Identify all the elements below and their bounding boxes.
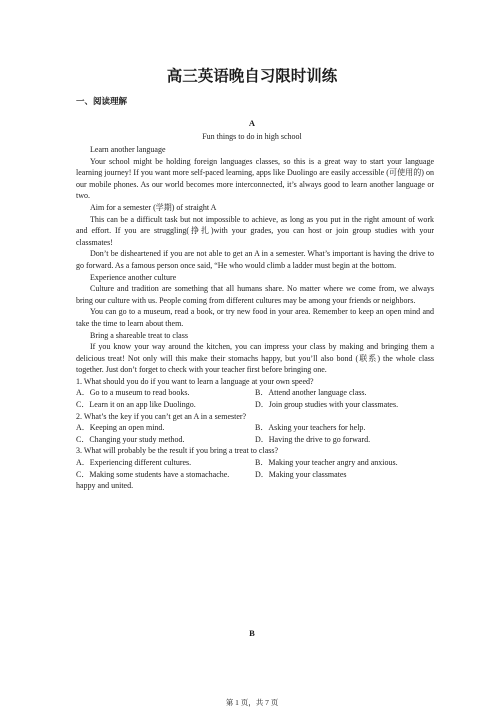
option: C．Changing your study method. (76, 434, 185, 444)
option: C．Making some students have a stomachache. (76, 469, 230, 479)
section-heading: 一、阅读理解 (76, 97, 128, 107)
paragraph: Don’t be disheartened if you are not able to get an A in a semester. What’s important is having the drive to go forward. As a famous person once said, “He who would climb a ladder must begin at the bottom. (76, 249, 434, 270)
question-stem: 3. What will probably be the result if you bring a treat to class? (76, 446, 279, 456)
page-title: 高三英语晚自习限时训练 (166, 67, 338, 85)
option: D．Join group studies with your classmates. (255, 400, 399, 410)
paragraph: Your school might be holding foreign languages classes, so this is a great way to start your language learning journey! If you want more self-paced learning, apps like Duolingo are easily accessible (可使用的) on our mobile phones. As our world becomes more interconnected, it’s always good to learn another language or two. (76, 156, 434, 201)
option-row (76, 387, 434, 399)
option: D．Having the drive to go forward. (255, 434, 371, 444)
passage-b-letter: B (249, 628, 255, 638)
paragraph: Learn another language (90, 145, 166, 154)
option: C．Learn it on an app like Duolingo. (76, 400, 196, 410)
paragraph: Aim for a semester (学期) of straight A (90, 202, 217, 212)
paragraph: If you know your way around the kitchen, you can impress your class by making and bringing them a delicious treat! Not only will this make their stomachs happy, but you’ll also bond (联系) the whole class together. Just don’t forget to check with your teacher first before bringing one. (76, 342, 434, 375)
option-continuation: happy and united. (76, 481, 134, 491)
option-row (76, 469, 434, 481)
option: D．Making your classmates (255, 469, 347, 479)
option: B．Asking your teachers for help. (255, 423, 366, 433)
passage-a-letter: A (248, 118, 256, 128)
option-row (76, 399, 434, 411)
option: B．Making your teacher angry and anxious. (255, 458, 398, 468)
option-row (76, 434, 434, 446)
option: A．Go to a museum to read books. (76, 388, 190, 398)
option: B．Attend another language class. (255, 388, 367, 398)
option-row (76, 422, 434, 434)
paragraph: You can go to a museum, read a book, or try new food in your area. Remember to keep an open mind and take the time to learn about them. (76, 307, 434, 328)
question-stem: 1. What should you do if you want to learn a language at your own speed? (76, 376, 314, 386)
passage-a-title: Fun things to do in high school (202, 132, 302, 141)
option: A．Experiencing different cultures. (76, 458, 192, 468)
option-row (76, 457, 434, 469)
option: A．Keeping an open mind. (76, 423, 165, 433)
paragraph: Bring a shareable treat to class (90, 330, 188, 340)
paragraph: Culture and tradition are something that all humans share. No matter where we come from, we always bring our culture with us. People coming from different cultures may be among your friends or neighbors. (76, 284, 434, 305)
question-stem: 2. What’s the key if you can’t get an A in a semester? (76, 411, 247, 421)
paragraph: This can be a difficult task but not impossible to achieve, as long as you put in the right amount of work and effort. If you are struggling(挣扎)with your grades, you can host or join group studies with your classmates! (76, 214, 434, 247)
paragraph: Experience another culture (90, 272, 177, 282)
passage-a-body (76, 144, 434, 492)
page-footer: 第 1 页，共 7 页 (225, 698, 279, 707)
